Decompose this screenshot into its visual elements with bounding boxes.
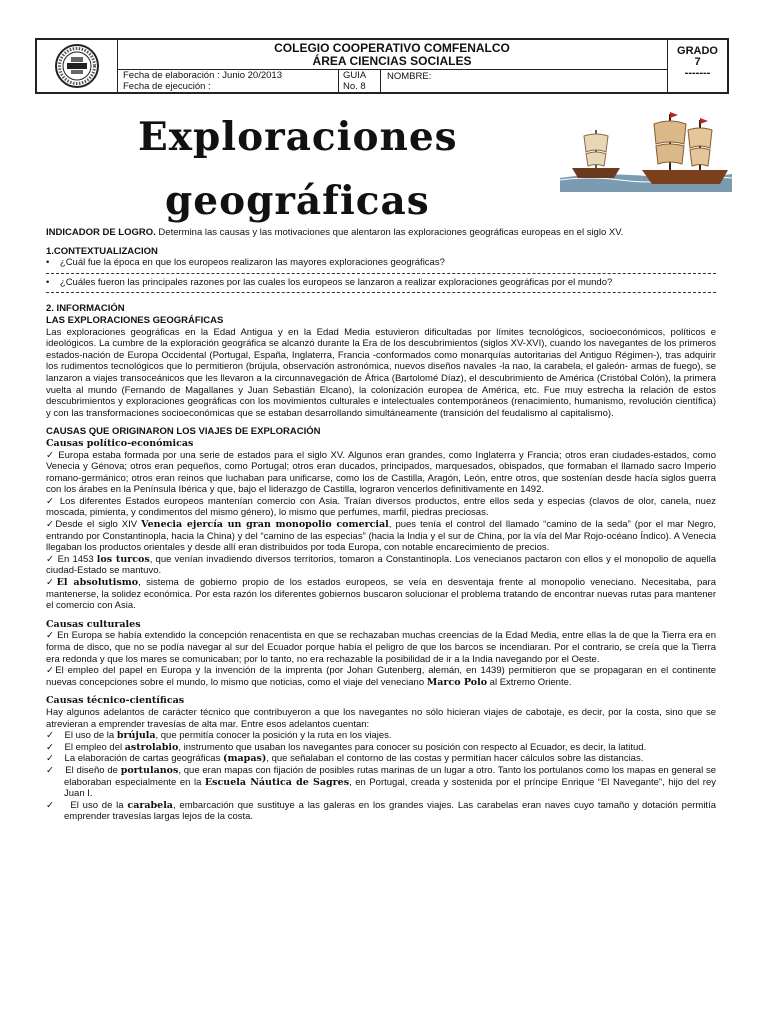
tecnico-text-4d: Escuela Náutica de Sagres bbox=[204, 776, 350, 788]
seal-logo-icon bbox=[54, 43, 100, 89]
politico-text-5a: El absolutismo bbox=[56, 577, 139, 589]
indicador-text: Determina las causas y las motivaciones que alentaron las exploraciones geográficas europeas en el siglo XV. bbox=[155, 227, 624, 238]
cultural-text-2b: Marco Polo bbox=[426, 676, 488, 688]
check-icon: ✓ bbox=[46, 799, 56, 811]
dates-cell bbox=[117, 70, 339, 92]
ships-illustration-icon bbox=[560, 108, 732, 192]
school-name bbox=[117, 40, 667, 70]
contexto-heading: 1.CONTEXTUALIZACION bbox=[46, 245, 158, 257]
politico-item-5 bbox=[46, 577, 716, 612]
politico-text-3c: , pues tenía el control del llamado “camino de la seda” (por el mar Negro, entrando por Constantinopla, hacia la China) y del “camino de las especias” (hacia la India y el sur de China, por la vía del Mar Rojo-océano Índico). A Venecia llegaban los productos orientales y desde allí eran distribuidos por toda Europa, con notable encarecimiento de precios. bbox=[46, 519, 716, 554]
grado-cell bbox=[667, 40, 727, 92]
check-icon: ✓ bbox=[46, 630, 55, 642]
causas-heading: CAUSAS QUE ORIGINARON LOS VIAJES DE EXPLORACIÓN bbox=[46, 426, 321, 438]
politico-text-5b: , sistema de gobierno propio de los estados europeos, se veía en desventaja frente al monopolio veneciano. Necesitaba, para mantenerse, la solidez económica. Por esta razón los diferentes gobiernos buscaron solucionar el problema tratando de encontrar nuevas rutas para mantener el comercio con Asia. bbox=[46, 577, 716, 612]
tecnico-text-2a: El empleo del bbox=[64, 741, 125, 753]
nombre-cell bbox=[381, 70, 667, 92]
tecnico-item-2 bbox=[46, 742, 716, 754]
check-icon: ✓ bbox=[46, 553, 55, 565]
politico-item-3 bbox=[46, 519, 716, 554]
indicador-label: INDICADOR DE LOGRO. bbox=[46, 227, 156, 238]
grado-line: ------- bbox=[684, 67, 711, 79]
check-icon: ✓ bbox=[46, 741, 54, 753]
cultural-text-2a: El empleo del papel en Europa y la invención de la imprenta (por Johan Gutenberg, alemán, en 1439) permitieron que se propagaran en el continente nuevas concepciones sobre el mundo, lo mismo que noticias, como el viaje del veneciano bbox=[46, 665, 716, 688]
check-icon: ✓ bbox=[46, 764, 55, 776]
bullet-icon: • bbox=[46, 276, 50, 288]
nombre-label: NOMBRE: bbox=[387, 71, 432, 82]
causas-tecnico-heading: Causas técnico-científicas bbox=[46, 695, 185, 707]
politico-text-4a: En 1453 bbox=[54, 553, 97, 565]
politico-text-4c: , que venían invadiendo diversos territorios, tomaron a Constantinopla. Los venecianos pactaron con ellos y el monopolio de aquella ciudad-Estado se mantuvo. bbox=[46, 553, 717, 577]
guia-number: No. 8 bbox=[343, 81, 366, 92]
info-heading: 2. INFORMACIÓN bbox=[46, 303, 125, 315]
tecnico-item-1 bbox=[46, 730, 716, 742]
contexto-question-2 bbox=[46, 277, 716, 289]
cultural-item-1 bbox=[46, 630, 716, 665]
politico-text-3a: Desde el siglo XIV bbox=[55, 519, 142, 531]
indicador-logro bbox=[46, 227, 716, 239]
check-icon: ✓ bbox=[46, 665, 56, 677]
tecnico-text-4c: , que eran mapas con fijación de posibles rutas marinas de un lugar a otro. Tanto los portulanos como los mapas en general se elaboraban especialmente en la bbox=[64, 764, 717, 788]
tecnico-text-1b: brújula bbox=[116, 730, 156, 742]
check-icon: ✓ bbox=[46, 730, 54, 742]
cultural-text-1: En Europa se había extendido la concepción renacentista en que se rechazaban muchas creencias de la Edad Media, entre ellas la de que la Tierra era en forma de disco, que no se podía navegar al sur del Ecuador porque había el peligro de que los barcos se incendiaran. Por el contrario, se creía que la Tierra era redonda y que los mares se comunicaban; por lo tanto, no era rechazable la posibilidad de ir a la India navegando por el Oeste. bbox=[46, 630, 716, 665]
check-icon: ✓ bbox=[46, 449, 55, 461]
causas-culturales-heading: Causas culturales bbox=[46, 618, 141, 630]
info-paragraph: Las exploraciones geográficas en la Edad Antigua y en la Edad Media estuvieron dificultadas por límites tecnológicos, socioeconómicos, políticos e ideológicos. La cumbre de la exploración geográfica se alcanzó durante la Era de los descubrimientos (siglos XV-XVI), cuando los navegantes de los primeros estados-nación de Europa Occidental (Portugal, España, Inglaterra, Francia -conformados como monarquías autoritarias del Antiguo Régimen-), tras adquirir los rudimentos tecnológicos que lo permitieron (brújula, observación astronómica, nuevos diseños navales -la nao, la carabela, el galeón- armas de fuego), se lanzaron a viajes transoceánicos que les llevaron a la circunnavegación de África (Bartolomé Díaz), el descubrimiento de América (Cristóbal Colón), la primera vuelta al mundo (Fernando de Magallanes y Juan Sebastián Elcano), la colonización europea de América, etc. Fue muy estrecha la relación de estos descubrimientos y exploraciones geográficas con los movimientos culturales e intelectuales contemporáneos (renacimiento, humanismo, revolución científica) y con las transformaciones socioeconómicas que se estaban desarrollando simultáneamente (transición del feudalismo al capitalismo). bbox=[46, 326, 716, 419]
main-content bbox=[46, 227, 716, 823]
check-icon: ✓ bbox=[46, 495, 56, 507]
tecnico-item-4 bbox=[46, 765, 716, 800]
tecnico-text-3c: , que señalaban el contorno de las costas y permitían hacer cálculos sobre las distancias. bbox=[266, 753, 644, 765]
politico-item-1 bbox=[46, 450, 716, 496]
tecnico-text-4b: portulanos bbox=[120, 764, 179, 776]
politico-text-3b: Venecia ejercía un gran monopolio comercial bbox=[141, 519, 389, 531]
causas-politico-heading: Causas político-económicas bbox=[46, 437, 194, 449]
tecnico-item-3 bbox=[46, 753, 716, 765]
check-icon: ✓ bbox=[46, 519, 56, 531]
school-seal bbox=[37, 40, 118, 92]
school-line2: ÁREA CIENCIAS SOCIALES bbox=[312, 54, 472, 68]
tecnico-text-2c: , instrumento que usaban los navegantes para conocer su posición con respecto al Ecuador, es decir, la latitud. bbox=[178, 741, 647, 753]
check-icon: ✓ bbox=[46, 577, 57, 589]
question-text: ¿Cuáles fueron las principales razones por las cuales los europeos se lanzaron a realizar exploraciones geográficas por el mundo? bbox=[59, 276, 613, 288]
cultural-text-2c: al Extremo Oriente. bbox=[487, 676, 572, 688]
tecnico-intro: Hay algunos adelantos de carácter técnico que contribuyeron a que los navegantes no sólo hicieran viajes de cabotaje, es decir, por la costa, sino que se atrevieran a emprender travesías de alta mar. Entre esos adelantos cuentan: bbox=[46, 706, 716, 730]
tecnico-text-5c: , embarcación que sustituye a las galeras en los grandes viajes. Las carabelas eran naves cuyo tamaño y dotación permitía emprender travesías largas lejos de la costa. bbox=[64, 799, 716, 823]
tecnico-text-3a: La elaboración de cartas geográficas bbox=[64, 753, 223, 765]
fecha-elaboracion: Fecha de elaboración : Junio 20/2013 bbox=[123, 70, 282, 81]
tecnico-text-3b: (mapas) bbox=[222, 753, 267, 765]
tecnico-text-4e: , en Portugal, creada y sostenida por el príncipe Enrique “El Navegante”, hijo del rey Juan I. bbox=[64, 776, 716, 800]
tecnico-item-5 bbox=[46, 800, 716, 823]
bullet-icon: • bbox=[46, 257, 50, 269]
tecnico-text-1c: , que permitía conocer la posición y la ruta en los viajes. bbox=[155, 730, 392, 742]
tecnico-text-5b: carabela bbox=[127, 799, 173, 811]
info-subheading: LAS EXPLORACIONES GEOGRÁFICAS bbox=[46, 314, 224, 326]
tecnico-text-1a: El uso de la bbox=[64, 730, 117, 742]
tecnico-text-5a: El uso de la bbox=[70, 799, 128, 811]
answer-line[interactable] bbox=[46, 273, 716, 274]
politico-text-2: Los diferentes Estados europeos mantenían comercio con Asia. Traían diversos productos, entre ellos seda y especias (clavos de olor, canela, nuez moscada, pimienta, y condimentos del mismo género), lo mismo que perfumes, marfil, piedras preciosas. bbox=[46, 495, 716, 519]
page-title-line2: geográficas bbox=[165, 178, 430, 224]
politico-item-4 bbox=[46, 554, 716, 577]
politico-item-2 bbox=[46, 496, 716, 519]
politico-text-4b: los turcos bbox=[96, 553, 150, 565]
politico-text-1: Europa estaba formada por una serie de estados para el siglo XV. Algunos eran grandes, como Inglaterra y Francia; otros eran ciudades-estados, como Venecia y Génova; otros eran pequeños, como Portugal; otros eran ducados, principados, marquesados, obispados, que formaban el llamado sacro Imperio romano-germánico; otros eran reinos que luchaban para unificarse, como los de Castilla, Aragón, León, entre otros, que sostenían desde hacía siglos guerra con los árabes en la Península Ibérica y que, bajo el liderazgo de Castilla, lograron vencerlos definitivamente en 1492. bbox=[46, 449, 716, 496]
header-table bbox=[35, 38, 729, 94]
guia-label: GUIA bbox=[343, 70, 367, 81]
check-icon: ✓ bbox=[46, 753, 54, 765]
contexto-question-1 bbox=[46, 257, 716, 269]
tecnico-text-2b: astrolabio bbox=[124, 741, 179, 753]
answer-line[interactable] bbox=[46, 292, 716, 293]
cultural-item-2 bbox=[46, 665, 716, 688]
grado-value: 7 bbox=[694, 56, 701, 68]
page-title-line1: Exploraciones bbox=[138, 114, 458, 160]
tecnico-text-4a: El diseño de bbox=[65, 764, 121, 776]
grado-label: GRADO bbox=[677, 45, 718, 57]
fecha-ejecucion: Fecha de ejecución : bbox=[123, 81, 211, 92]
school-line1: COLEGIO COOPERATIVO COMFENALCO bbox=[274, 41, 510, 55]
question-text: ¿Cuál fue la época en que los europeos realizaron las mayores exploraciones geográficas? bbox=[59, 257, 445, 269]
guia-cell bbox=[339, 70, 381, 92]
